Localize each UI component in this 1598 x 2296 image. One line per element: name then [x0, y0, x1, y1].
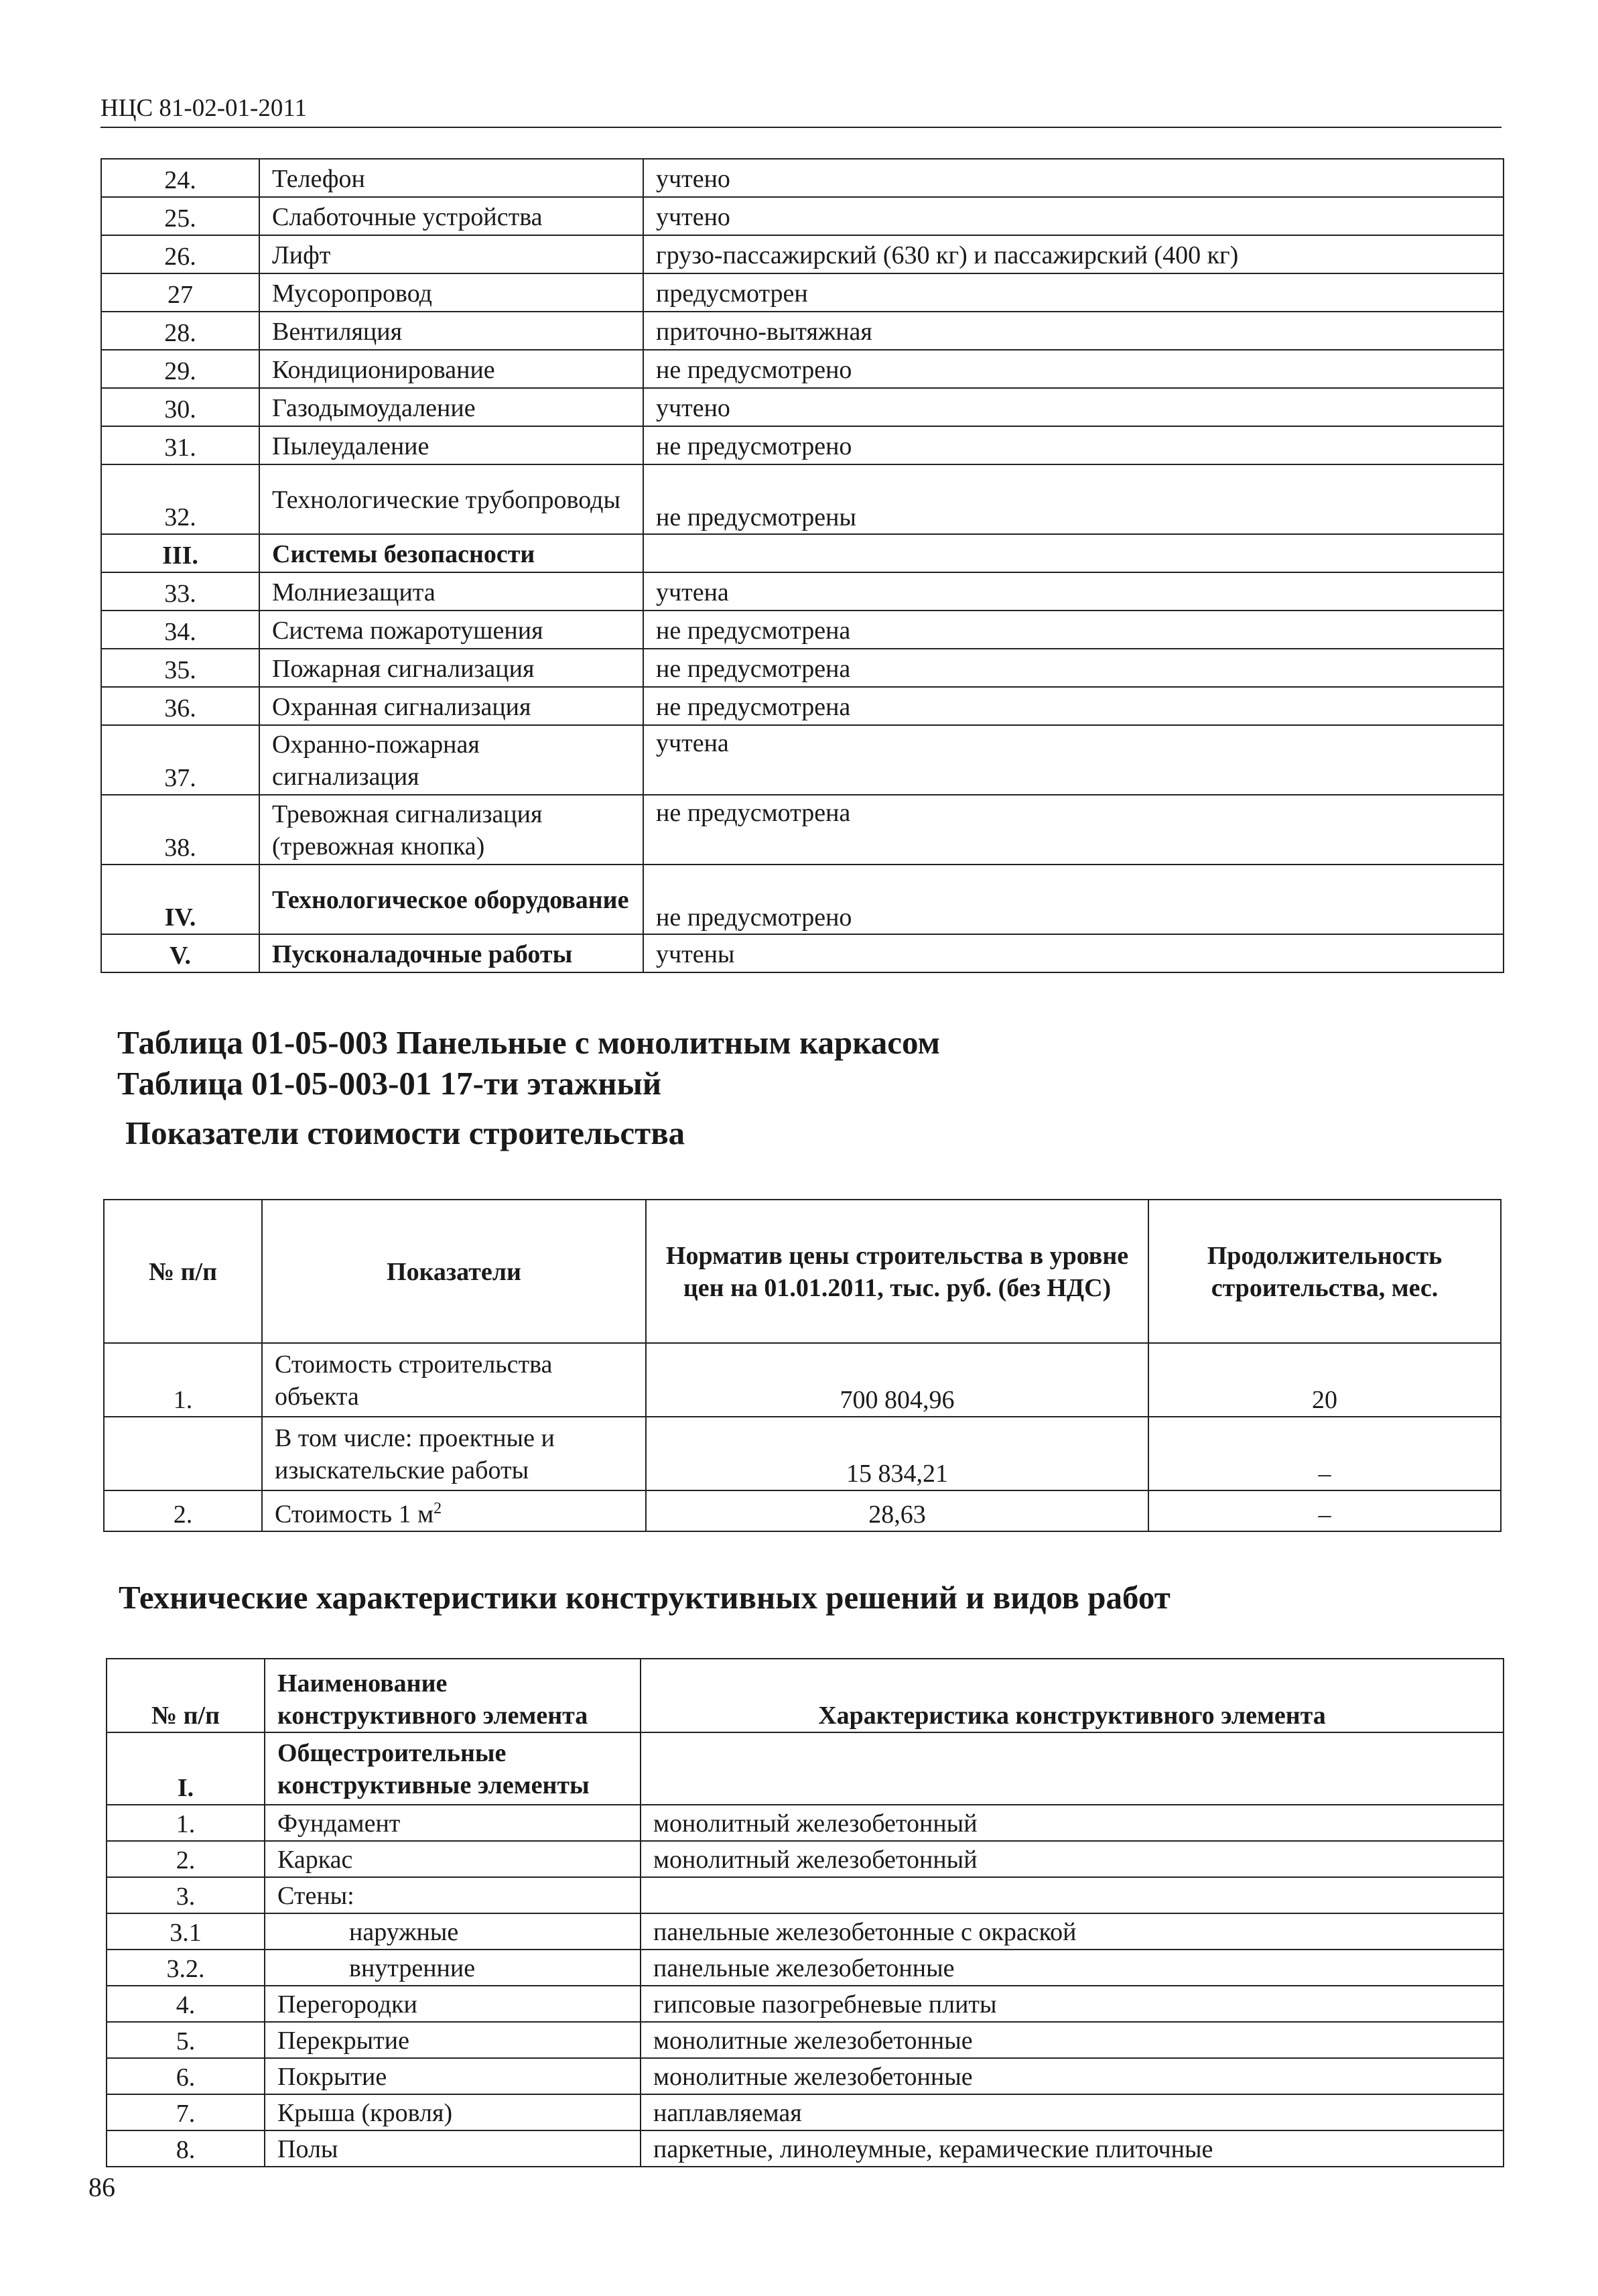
- row-value: не предусмотрена: [643, 611, 1504, 649]
- table-row: [107, 1913, 1504, 1950]
- row-value: [641, 1732, 1504, 1805]
- row-value: учтено: [643, 388, 1504, 426]
- indicator-text: Стоимость 1 м: [275, 1500, 434, 1529]
- table-row: [104, 1490, 1501, 1531]
- header-number: № п/п: [107, 1659, 265, 1732]
- row-name: Перекрытие: [265, 2022, 641, 2058]
- row-number: 33.: [101, 572, 259, 611]
- header-element-characteristic: Характеристика конструктивного элемента: [641, 1659, 1504, 1732]
- row-value: учтены: [643, 934, 1504, 972]
- table-row: [101, 572, 1504, 611]
- row-value: монолитный железобетонный: [641, 1805, 1504, 1841]
- row-value: не предусмотрена: [643, 795, 1504, 865]
- row-name: Перегородки: [265, 1986, 641, 2022]
- row-value: предусмотрен: [643, 273, 1504, 312]
- table-row: [101, 273, 1504, 312]
- row-number: 34.: [101, 611, 259, 649]
- row-name: Вентиляция: [259, 312, 643, 350]
- table-header-row: [104, 1200, 1501, 1343]
- row-value: учтено: [643, 197, 1504, 235]
- row-value: учтена: [643, 725, 1504, 795]
- table-row: [101, 350, 1504, 388]
- row-value: приточно-вытяжная: [643, 312, 1504, 350]
- page-number: 86: [88, 2172, 115, 2202]
- row-value: паркетные, линолеумные, керамические плиточные: [641, 2130, 1504, 2167]
- table-row: [101, 197, 1504, 235]
- table-row: [107, 2130, 1504, 2167]
- table-row: [101, 388, 1504, 426]
- table-row: [107, 1986, 1504, 2022]
- cost-section-title: Показатели стоимости строительства: [125, 1114, 685, 1151]
- row-number: 36.: [101, 687, 259, 725]
- row-number: 30.: [101, 388, 259, 426]
- row-name: Каркас: [265, 1841, 641, 1877]
- table-row: [101, 725, 1504, 795]
- row-value: панельные железобетонные: [641, 1950, 1504, 1986]
- row-indicator: В том числе: проектные и изыскательские работы: [262, 1417, 646, 1490]
- header-price-norm: Норматив цены строительства в уровне цен на 01.01.2011, тыс. руб. (без НДС): [646, 1200, 1148, 1343]
- row-name: Тревожная сигнализация (тревожная кнопка): [259, 795, 643, 865]
- row-indicator: [262, 1490, 646, 1531]
- row-number: 32.: [101, 464, 259, 534]
- row-number: 25.: [101, 197, 259, 235]
- table-row: [101, 235, 1504, 273]
- row-number: 37.: [101, 725, 259, 795]
- row-name: Пылеудаление: [259, 426, 643, 464]
- row-value: учтено: [643, 159, 1504, 197]
- row-number: 3.: [107, 1877, 265, 1913]
- row-price: 15 834,21: [646, 1417, 1148, 1490]
- table-row: [101, 687, 1504, 725]
- document-code: НЦС 81-02-01-2011: [101, 94, 307, 122]
- row-name: Пожарная сигнализация: [259, 649, 643, 687]
- unit-superscript: 2: [434, 1500, 442, 1517]
- section-name: Пусконаладочные работы: [259, 934, 643, 972]
- row-number: 26.: [101, 235, 259, 273]
- row-value: не предусмотрена: [643, 649, 1504, 687]
- table-row: [107, 1877, 1504, 1913]
- row-value: не предусмотрено: [643, 426, 1504, 464]
- section-row: [101, 534, 1504, 572]
- row-value: монолитные железобетонные: [641, 2058, 1504, 2094]
- row-price: 28,63: [646, 1490, 1148, 1531]
- row-name: Слаботочные устройства: [259, 197, 643, 235]
- table-row: [107, 1950, 1504, 1986]
- row-value: не предусмотрено: [643, 865, 1504, 934]
- table-row: [101, 426, 1504, 464]
- row-name: Система пожаротушения: [259, 611, 643, 649]
- row-duration: –: [1148, 1490, 1501, 1531]
- row-name: внутренние: [265, 1950, 641, 1986]
- row-name: Полы: [265, 2130, 641, 2167]
- row-number: 1.: [104, 1343, 262, 1417]
- row-value: не предусмотрены: [643, 464, 1504, 534]
- table-row: [107, 1841, 1504, 1877]
- row-number: 1.: [107, 1805, 265, 1841]
- row-indicator: Стоимость строительства объекта: [262, 1343, 646, 1417]
- row-number: 8.: [107, 2130, 265, 2167]
- table-row: [107, 2094, 1504, 2130]
- row-number: [104, 1417, 262, 1490]
- section-row: [107, 1732, 1504, 1805]
- section-name: Общестроительные конструктивные элементы: [265, 1732, 641, 1805]
- section-number: IV.: [101, 865, 259, 934]
- table-row: [107, 1805, 1504, 1841]
- table-title: Таблица 01-05-003 Панельные с монолитным каркасом: [117, 1024, 940, 1061]
- section-number: I.: [107, 1732, 265, 1805]
- row-name: Покрытие: [265, 2058, 641, 2094]
- row-name: Кондиционирование: [259, 350, 643, 388]
- section-number: III.: [101, 534, 259, 572]
- row-value: [643, 534, 1504, 572]
- row-number: 4.: [107, 1986, 265, 2022]
- row-number: 35.: [101, 649, 259, 687]
- row-value: не предусмотрено: [643, 350, 1504, 388]
- row-value: учтена: [643, 572, 1504, 611]
- header-indicators: Показатели: [262, 1200, 646, 1343]
- row-value: [641, 1877, 1504, 1913]
- table-row: [101, 159, 1504, 197]
- row-name: Лифт: [259, 235, 643, 273]
- row-name: Крыша (кровля): [265, 2094, 641, 2130]
- table-row: [107, 2058, 1504, 2094]
- row-name: Охранная сигнализация: [259, 687, 643, 725]
- row-number: 24.: [101, 159, 259, 197]
- section-name: Технологическое оборудование: [259, 865, 643, 934]
- row-price: 700 804,96: [646, 1343, 1148, 1417]
- section-name: Системы безопасности: [259, 534, 643, 572]
- section-row: [101, 934, 1504, 972]
- row-value: наплавляемая: [641, 2094, 1504, 2130]
- row-number: 27: [101, 273, 259, 312]
- row-number: 2.: [104, 1490, 262, 1531]
- row-duration: –: [1148, 1417, 1501, 1490]
- row-name: Молниезащита: [259, 572, 643, 611]
- section-number: V.: [101, 934, 259, 972]
- table-row: [107, 2022, 1504, 2058]
- table-row: [104, 1417, 1501, 1490]
- header-rule: [101, 127, 1502, 128]
- header-element-name: Наименование конструктивного элемента: [265, 1659, 641, 1732]
- table-header-row: [107, 1659, 1504, 1732]
- table-subtitle: Таблица 01-05-003-01 17-ти этажный: [117, 1065, 662, 1102]
- row-name: Телефон: [259, 159, 643, 197]
- row-number: 28.: [101, 312, 259, 350]
- table-row: [101, 795, 1504, 865]
- table-row: [101, 312, 1504, 350]
- row-number: 3.2.: [107, 1950, 265, 1986]
- table-row: [104, 1343, 1501, 1417]
- row-name: Стены:: [265, 1877, 641, 1913]
- row-name: Фундамент: [265, 1805, 641, 1841]
- technical-characteristics-table: [106, 1658, 1504, 2167]
- row-value: не предусмотрена: [643, 687, 1504, 725]
- row-duration: 20: [1148, 1343, 1501, 1417]
- row-value: панельные железобетонные с окраской: [641, 1913, 1504, 1950]
- row-number: 2.: [107, 1841, 265, 1877]
- row-name: наружные: [265, 1913, 641, 1950]
- row-number: 29.: [101, 350, 259, 388]
- table-row: [101, 649, 1504, 687]
- section-row: [101, 865, 1504, 934]
- tech-section-title: Технические характеристики конструктивных решений и видов работ: [119, 1579, 1171, 1616]
- table-row: [101, 611, 1504, 649]
- row-number: 38.: [101, 795, 259, 865]
- row-number: 5.: [107, 2022, 265, 2058]
- header-duration: Продолжительность строительства, мес.: [1148, 1200, 1501, 1343]
- row-name: Газодымоудаление: [259, 388, 643, 426]
- row-number: 31.: [101, 426, 259, 464]
- row-value: гипсовые пазогребневые плиты: [641, 1986, 1504, 2022]
- cost-indicators-table: [103, 1199, 1502, 1532]
- row-number: 3.1: [107, 1913, 265, 1950]
- row-number: 6.: [107, 2058, 265, 2094]
- header-number: № п/п: [104, 1200, 262, 1343]
- engineering-systems-table: [101, 158, 1504, 973]
- table-row: [101, 464, 1504, 534]
- row-name: Мусоропровод: [259, 273, 643, 312]
- row-name: Технологические трубопроводы: [259, 464, 643, 534]
- row-value: монолитные железобетонные: [641, 2022, 1504, 2058]
- row-value: монолитный железобетонный: [641, 1841, 1504, 1877]
- row-number: 7.: [107, 2094, 265, 2130]
- row-name: Охранно-пожарная сигнализация: [259, 725, 643, 795]
- row-value: грузо-пассажирский (630 кг) и пассажирский (400 кг): [643, 235, 1504, 273]
